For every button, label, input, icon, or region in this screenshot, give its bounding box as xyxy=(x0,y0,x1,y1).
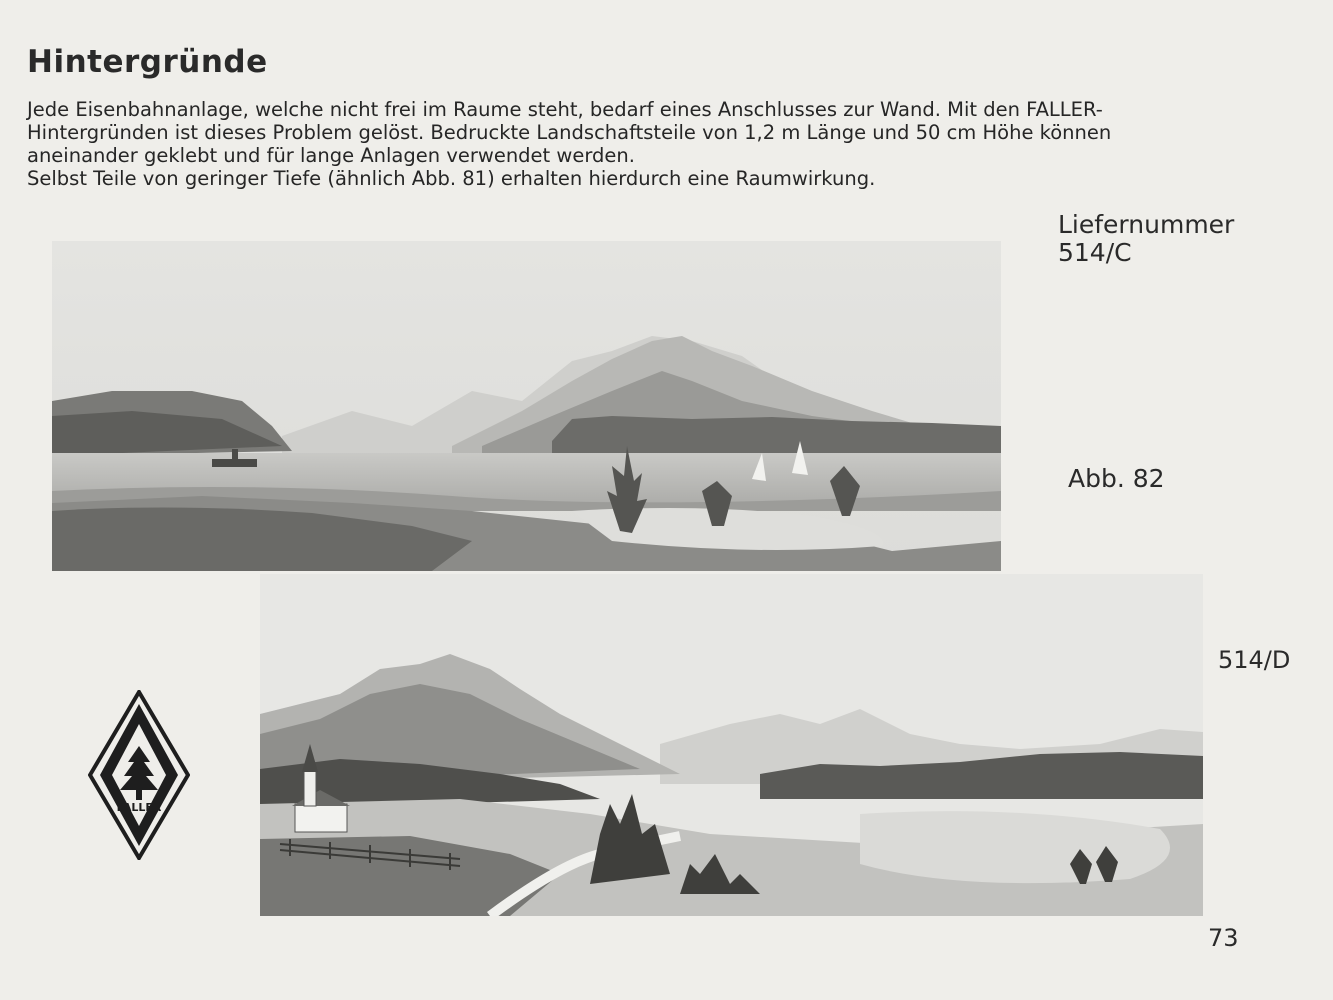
intro-line: Jede Eisenbahnanlage, welche nicht frei im Raume steht, bedarf eines Anschlusses zur Wand. Mit den FALLER- xyxy=(27,98,1103,121)
page-title: Hintergründe xyxy=(27,44,268,80)
item-number-514c: 514/C xyxy=(1058,238,1132,267)
figure-label: Abb. 82 xyxy=(1068,464,1165,493)
faller-logo xyxy=(88,690,190,860)
intro-line: Selbst Teile von geringer Tiefe (ähnlich Abb. 81) erhalten hierdurch eine Raumwirkung. xyxy=(27,167,876,190)
alpine-landscape-image xyxy=(260,574,1203,916)
intro-line: Hintergründen ist dieses Problem gelöst. Bedruckte Landschaftsteile von 1,2 m Länge und 50 cm Höhe können xyxy=(27,121,1112,144)
logo-text: FALLER xyxy=(116,801,162,814)
intro-line: aneinander geklebt und für lange Anlagen verwendet werden. xyxy=(27,144,635,167)
liefernummer-label: Liefernummer xyxy=(1058,210,1235,239)
page-number: 73 xyxy=(1208,924,1239,952)
intro-paragraph xyxy=(27,98,1247,190)
item-number-514d: 514/D xyxy=(1218,646,1291,674)
lake-landscape-image xyxy=(52,241,1001,571)
